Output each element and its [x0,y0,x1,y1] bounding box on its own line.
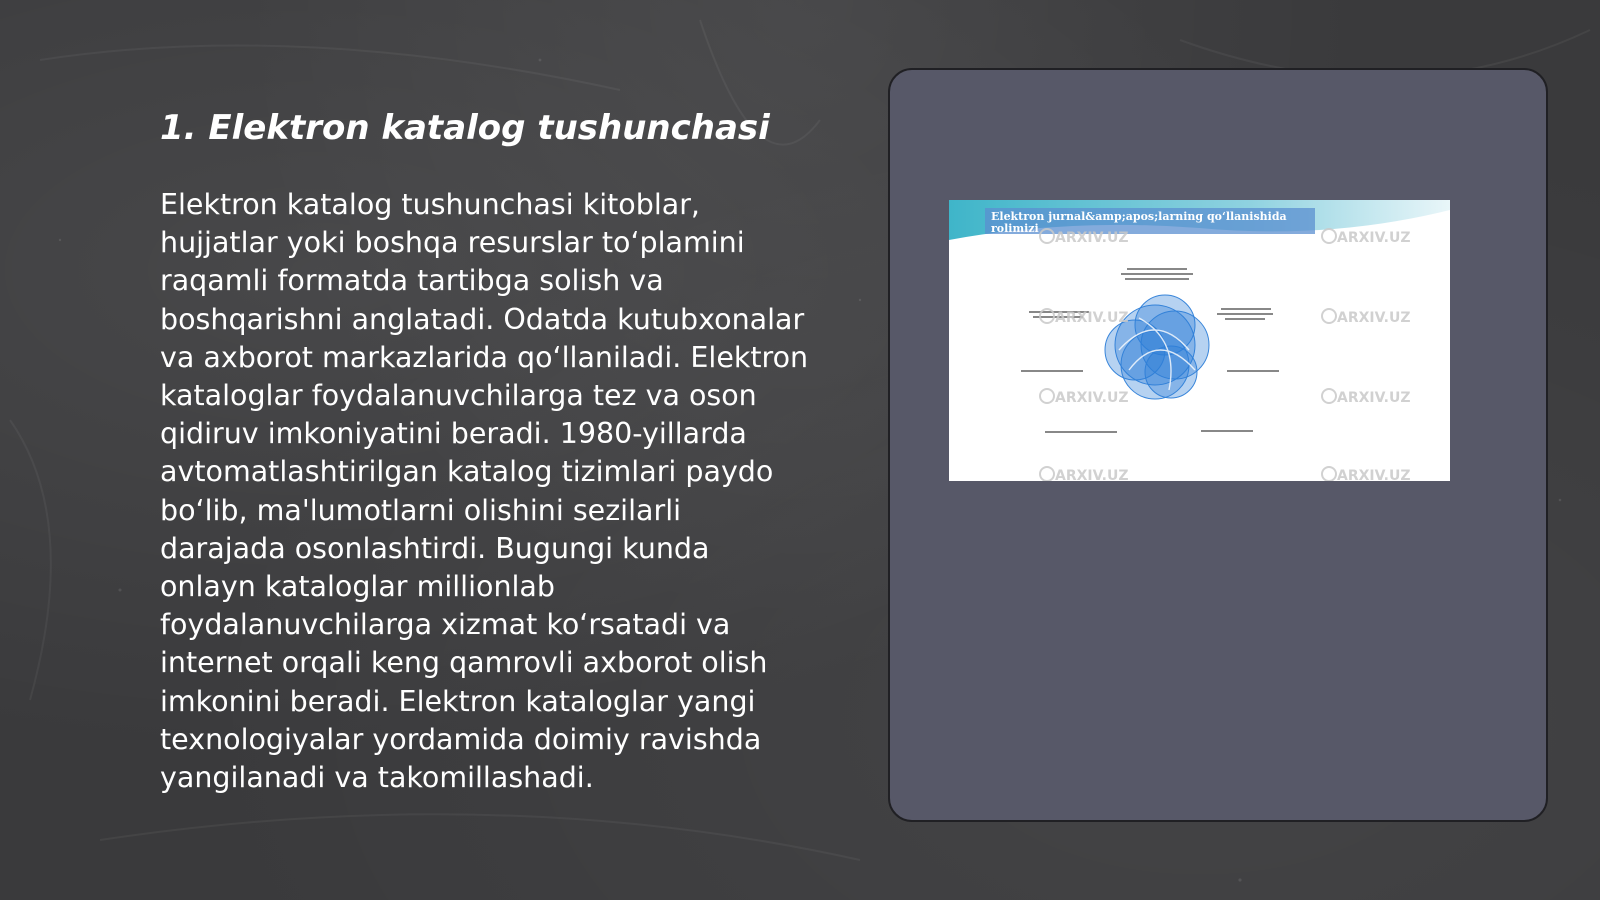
watermark-text: ARXIV.UZ [1337,310,1411,326]
watermark-text: ARXIV.UZ [1337,468,1411,481]
watermark-text: ARXIV.UZ [1337,230,1411,246]
thumbnail-graphic [949,200,1450,481]
watermark-text: ARXIV.UZ [1055,468,1129,481]
watermark-text: ARXIV.UZ [1337,390,1411,406]
watermark-text: ARXIV.UZ [1055,390,1129,406]
slide-thumbnail-image[interactable] [949,200,1450,481]
watermark-text: ARXIV.UZ [1055,230,1129,246]
slide-title: 1. Elektron katalog tushunchasi [160,108,770,148]
thumbnail-header-text: Elektron jurnal&amp;apos;larning qo‘llanishida [991,210,1287,223]
thumbnail-header-text-2: rolimizi [991,222,1039,235]
watermark-text: ARXIV.UZ [1055,310,1129,326]
slide-body-text: Elektron katalog tushunchasi kitoblar, hujjatlar yoki boshqa resurslar to‘plamini raqamli formatda tartibga solish va boshqarishni anglatadi. Odatda kutubxonalar va axborot markazlarida qo‘llaniladi. Elektron kataloglar foydalanuvchilarga tez va oson qidiruv imkoniyatini beradi. 1980-yillarda avtomatlashtirilgan katalog tizimlari paydo bo‘lib, ma'lumotlarni olishini sezilarli darajada osonlashtirdi. Bugungi kunda onlayn kataloglar millionlab foydalanuvchilarga xizmat ko‘rsatadi va internet orqali keng qamrovli axborot olish imkonini beradi. Elektron kataloglar yangi texnologiyalar yordamida doimiy ravishda yangilanadi va takomillashadi. [160,188,809,795]
